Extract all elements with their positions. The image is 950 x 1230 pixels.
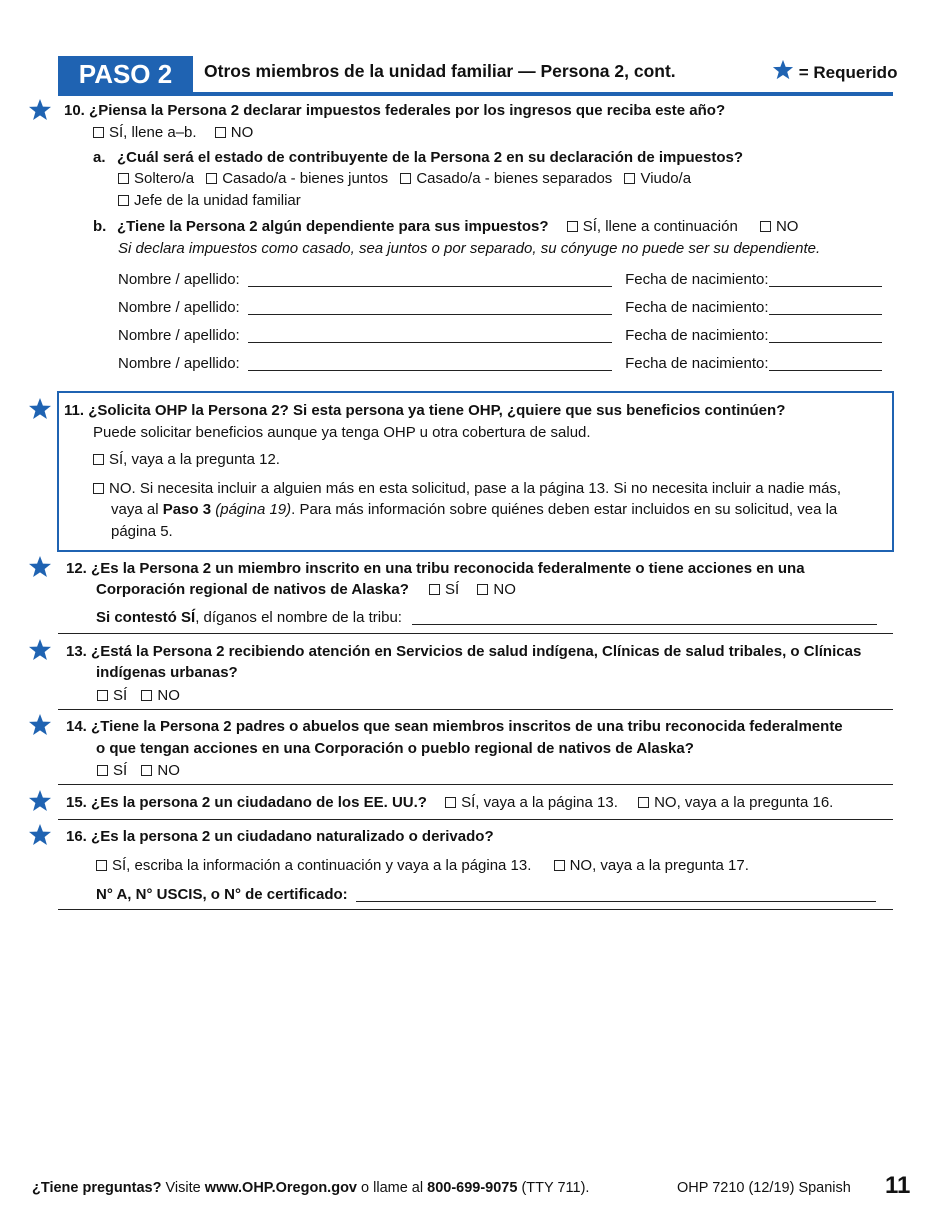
q12-text-line1: ¿Es la Persona 2 un miembro inscrito en una tribu reconocida federalmente o tiene acciones en una (91, 560, 805, 577)
dependent-name-field[interactable] (248, 328, 612, 343)
q11-number: 11. (64, 402, 85, 419)
q11-question (64, 402, 785, 419)
q13-no-checkbox[interactable] (141, 690, 152, 701)
footer-tty: (TTY 711). (517, 1180, 590, 1196)
q11-yes-option (93, 451, 280, 468)
q11-page-ref: (página 19) (215, 501, 292, 518)
q13-no-label: NO (157, 687, 180, 704)
q10a-single-label: Soltero/a (134, 170, 195, 187)
q10-yes-checkbox[interactable] (93, 127, 104, 138)
q10b-note: Si declara impuestos como casado, sea juntos o por separado, su cónyuge no puede ser su dependiente. (118, 240, 821, 257)
q12-yes-checkbox[interactable] (429, 584, 440, 595)
required-star-icon (28, 789, 52, 813)
dependent-name-label: Nombre / apellido: (118, 327, 240, 344)
q15-divider (58, 819, 893, 820)
q16-cert-row (96, 886, 876, 903)
q10-yes-label: SÍ, llene a–b. (109, 124, 197, 141)
q11-no-checkbox[interactable] (93, 483, 104, 494)
q15-yes-checkbox[interactable] (445, 797, 456, 808)
footer-phone-link[interactable]: 800-699-9075 (427, 1180, 518, 1196)
q11-yes-checkbox[interactable] (93, 454, 104, 465)
q10-text: ¿Piensa la Persona 2 declarar impuestos federales por los ingresos que reciba este año? (89, 102, 726, 119)
q11-text: ¿Solicita OHP la Persona 2? Si esta persona ya tiene OHP, ¿quiere que sus beneficios continúen? (88, 402, 786, 419)
q10b-no-checkbox[interactable] (760, 221, 771, 232)
q14-no-checkbox[interactable] (141, 765, 152, 776)
q10a-text: ¿Cuál será el estado de contribuyente de la Persona 2 en su declaración de impuestos? (117, 149, 744, 166)
q10-question (64, 102, 725, 119)
q14-text-line1: ¿Tiene la Persona 2 padres o abuelos que sean miembros inscritos de una tribu reconocida federalmente (91, 718, 843, 735)
q10a-married-joint-checkbox[interactable] (206, 173, 217, 184)
footer-call: o llame al (357, 1180, 428, 1196)
dependent-row (118, 355, 882, 372)
dependent-name-label: Nombre / apellido: (118, 299, 240, 316)
q10a-options-row2 (118, 192, 301, 209)
dependent-dob-label: Fecha de nacimiento: (625, 299, 769, 316)
q10a-married-separate-label: Casado/a - bienes separados (416, 170, 613, 187)
q15-no-checkbox[interactable] (638, 797, 649, 808)
q14-text-line2: o que tengan acciones en una Corporación o pueblo regional de nativos de Alaska? (96, 740, 694, 757)
q15-number: 15. (66, 794, 87, 811)
q10a-married-separate-checkbox[interactable] (400, 173, 411, 184)
q11-subtext: Puede solicitar beneficios aunque ya tenga OHP u otra cobertura de salud. (93, 424, 591, 441)
q15-no-label: NO, vaya a la pregunta 16. (654, 794, 834, 811)
dependent-dob-field[interactable] (769, 328, 882, 343)
required-legend (772, 59, 897, 83)
q13-text-line2: indígenas urbanas? (96, 664, 238, 681)
q10b-label: b. (93, 218, 107, 235)
q12-tribe-row (96, 609, 877, 626)
q16-no-label: NO, vaya a la pregunta 17. (569, 857, 749, 874)
q16-no-checkbox[interactable] (554, 860, 565, 871)
q12-question (66, 560, 805, 577)
q16-field-label: N° A, N° USCIS, o N° de certificado: (96, 886, 348, 903)
q12-no-checkbox[interactable] (477, 584, 488, 595)
footer-website-link[interactable]: www.OHP.Oregon.gov (204, 1180, 357, 1196)
q11-no-option-line3: página 5. (111, 523, 173, 540)
dependent-dob-field[interactable] (769, 272, 882, 287)
q16-yes-label: SÍ, escriba la información a continuación y vaya a la página 13. (112, 857, 532, 874)
q10a-single-checkbox[interactable] (118, 173, 129, 184)
q12-follow-text: , díganos el nombre de la tribu: (195, 609, 402, 626)
q11-no-text-line2a: vaya al (111, 501, 163, 518)
dependent-row (118, 271, 882, 288)
q15-text: ¿Es la persona 2 un ciudadano de los EE. UU.? (91, 794, 427, 811)
footer-questions: ¿Tiene preguntas? (32, 1180, 162, 1196)
q16-number: 16. (66, 828, 87, 845)
dependent-name-field[interactable] (248, 356, 612, 371)
q11-yes-label: SÍ, vaya a la pregunta 12. (109, 451, 280, 468)
q10a-options (118, 170, 691, 187)
q13-divider (58, 709, 893, 710)
q10a-head-of-household-label: Jefe de la unidad familiar (134, 192, 301, 209)
dependent-dob-label: Fecha de nacimiento: (625, 271, 769, 288)
q10-options (93, 124, 253, 141)
q10b-yes-label: SÍ, llene a continuación (582, 218, 738, 235)
q16-certificate-field[interactable] (356, 887, 876, 902)
q11-no-option (93, 480, 841, 497)
q12-text-line2: Corporación regional de nativos de Alaska? (96, 581, 409, 598)
q12-no-label: NO (493, 581, 516, 598)
step-badge (58, 56, 193, 92)
q13-text-line1: ¿Está la Persona 2 recibiendo atención en Servicios de salud indígena, Clínicas de salud tribales, o Clínicas (91, 643, 862, 660)
q12-yes-label: SÍ (445, 581, 460, 598)
q10b-question (93, 218, 798, 235)
page-title: Otros miembros de la unidad familiar — Persona 2, cont. (204, 61, 676, 81)
q15-question (66, 794, 833, 811)
footer-visit: Visite (161, 1180, 205, 1196)
q13-yes-label: SÍ (113, 687, 128, 704)
required-star-icon (28, 555, 52, 579)
step-badge-label: PASO 2 (78, 59, 173, 89)
q12-divider (58, 633, 893, 634)
dependent-name-label: Nombre / apellido: (118, 271, 240, 288)
required-legend-text: = Requerido (798, 63, 898, 82)
q14-divider (58, 784, 893, 785)
page-number: 11 (885, 1172, 911, 1199)
q14-yes-label: SÍ (113, 762, 128, 779)
q14-number: 14. (66, 718, 87, 735)
q10-no-checkbox[interactable] (215, 127, 226, 138)
q13-yes-checkbox[interactable] (97, 690, 108, 701)
q12-question-line2 (96, 581, 516, 598)
dependent-name-field[interactable] (248, 272, 612, 287)
q16-text: ¿Es la persona 2 un ciudadano naturalizado o derivado? (91, 828, 494, 845)
footer-help-text (32, 1180, 589, 1196)
q14-question (66, 718, 843, 735)
dependent-dob-field[interactable] (769, 356, 882, 371)
q12-follow-bold: Si contestó SÍ (96, 609, 196, 626)
q10a-question (93, 149, 743, 166)
form-id: OHP 7210 (12/19) Spanish (677, 1180, 851, 1196)
q14-no-label: NO (157, 762, 180, 779)
q10-number: 10. (64, 102, 85, 119)
q14-yes-checkbox[interactable] (97, 765, 108, 776)
q14-options (97, 762, 180, 779)
q13-question (66, 643, 861, 660)
q11-no-option-line2 (111, 501, 837, 518)
q16-options (96, 857, 749, 874)
required-star-icon (28, 397, 52, 421)
q11-no-text-line2d: . Para más información sobre quiénes deben estar incluidos en su solicitud, vea la (291, 501, 838, 518)
q10a-widowed-label: Viudo/a (640, 170, 692, 187)
dependent-name-field[interactable] (248, 300, 612, 315)
header-rule (58, 92, 893, 96)
q10a-head-of-household-checkbox[interactable] (118, 195, 129, 206)
required-star-icon (28, 713, 52, 737)
dependent-row (118, 327, 882, 344)
dependent-dob-label: Fecha de nacimiento: (625, 355, 769, 372)
q10-no-label: NO (230, 124, 254, 141)
required-star-icon (772, 59, 794, 81)
q11-step3-link[interactable]: Paso 3 (162, 501, 212, 518)
dependent-row (118, 299, 882, 316)
q10b-no-label: NO (775, 218, 799, 235)
q16-question (66, 828, 494, 845)
q11-no-text-line1: NO. Si necesita incluir a alguien más en esta solicitud, pase a la página 13. Si no necesita incluir a nadie más, (109, 480, 842, 497)
q16-yes-checkbox[interactable] (96, 860, 107, 871)
q13-options (97, 687, 180, 704)
dependent-dob-field[interactable] (769, 300, 882, 315)
q13-number: 13. (66, 643, 87, 660)
dependent-dob-label: Fecha de nacimiento: (625, 327, 769, 344)
q10a-married-joint-label: Casado/a - bienes juntos (222, 170, 389, 187)
q15-yes-label: SÍ, vaya a la página 13. (461, 794, 618, 811)
required-star-icon (28, 638, 52, 662)
q16-divider (58, 909, 893, 910)
required-star-icon (28, 98, 52, 122)
q10a-label: a. (93, 149, 106, 166)
q10b-text: ¿Tiene la Persona 2 algún dependiente para sus impuestos? (117, 218, 549, 235)
q12-number: 12. (66, 560, 87, 577)
q10a-widowed-checkbox[interactable] (624, 173, 635, 184)
dependent-name-label: Nombre / apellido: (118, 355, 240, 372)
q12-tribe-name-field[interactable] (412, 610, 877, 625)
q10b-yes-checkbox[interactable] (567, 221, 578, 232)
required-star-icon (28, 823, 52, 847)
